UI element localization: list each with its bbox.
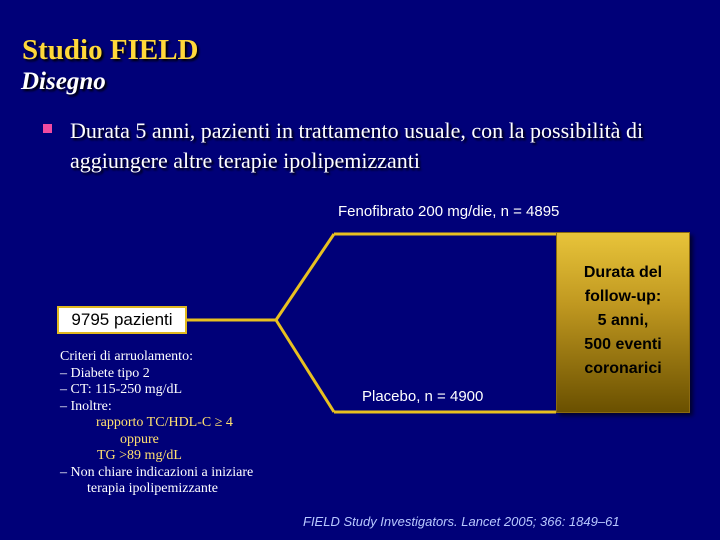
arm-label-fenofibrate: Fenofibrato 200 mg/die, n = 4895	[338, 203, 560, 220]
followup-line: 5 anni,	[597, 312, 649, 329]
criteria-or: oppure	[120, 431, 159, 447]
criteria-item: – Diabete tipo 2	[60, 365, 150, 381]
branch-bottom	[276, 320, 334, 412]
criteria-item: – Inoltre:	[60, 398, 112, 414]
branch-top	[276, 234, 334, 320]
arm-label-placebo: Placebo, n = 4900	[362, 388, 484, 405]
followup-line: 500 eventi	[584, 336, 662, 353]
patients-box: 9795 pazienti	[57, 306, 187, 334]
followup-line: follow-up:	[584, 288, 662, 305]
slide-subtitle: Disegno	[21, 68, 106, 95]
followup-line: coronarici	[584, 360, 662, 377]
criteria-item: – CT: 115-250 mg/dL	[60, 382, 183, 397]
bullet-text: Durata 5 anni, pazienti in trattamento usuale, con la possibilità di aggiungere altre terapie ipolipemizzanti	[70, 118, 644, 173]
slide-title: Studio FIELD	[22, 34, 199, 66]
enrollment-criteria	[60, 349, 253, 498]
followup-box	[556, 232, 690, 413]
criteria-subitem: rapporto TC/HDL-C ≥ 4	[96, 415, 233, 430]
citation: FIELD Study Investigators. Lancet 2005; 366: 1849–61	[303, 514, 620, 529]
criteria-heading: Criteri di arruolamento:	[60, 349, 193, 364]
criteria-item-continuation: terapia ipolipemizzante	[87, 481, 218, 496]
criteria-subitem: TG >89 mg/dL	[97, 448, 182, 463]
followup-line: Durata del	[583, 264, 663, 281]
criteria-item: – Non chiare indicazioni a iniziare	[60, 464, 254, 480]
